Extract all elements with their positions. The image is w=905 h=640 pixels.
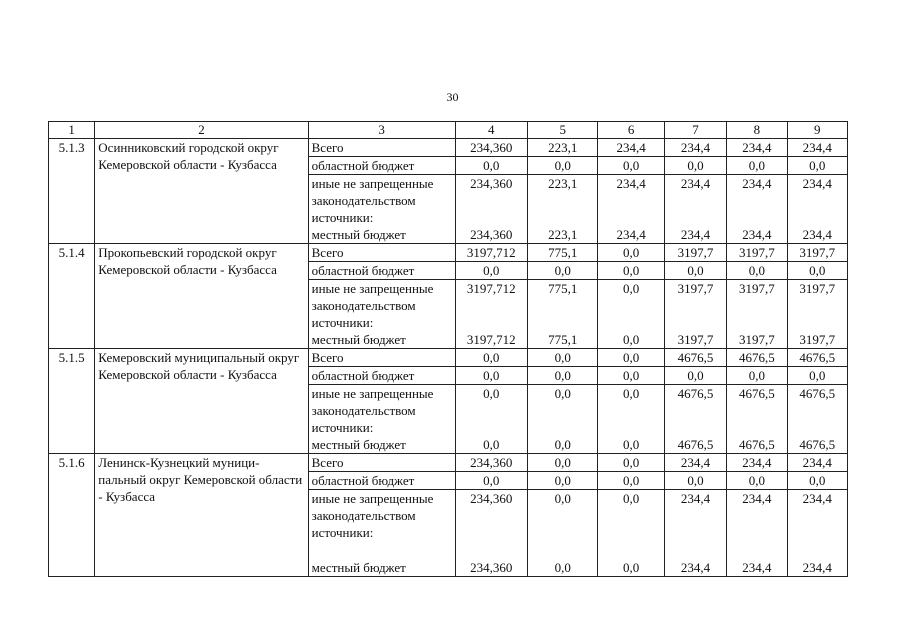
source-label: Всего (308, 139, 455, 157)
value-cell: 775,1 (527, 244, 597, 262)
value-cell-pair (787, 490, 847, 577)
value-cell-pair (787, 280, 847, 349)
value-bottom: 3197,7 (739, 332, 775, 347)
value-cell: 0,0 (527, 472, 597, 490)
value-cell: 223,1 (527, 139, 597, 157)
table-body (49, 139, 848, 577)
value-cell: 0,0 (598, 349, 664, 367)
value-cell-pair (527, 175, 597, 244)
sub-label: местный бюджет (311, 332, 406, 347)
value-cell: 0,0 (455, 262, 527, 280)
page-number: 30 (446, 90, 459, 104)
label-line: источники: (311, 210, 374, 225)
value-bottom: 4676,5 (739, 437, 775, 452)
label-line: источники: (311, 315, 374, 330)
source-label: Всего (308, 349, 455, 367)
value-stack (668, 175, 723, 243)
value-top: 0,0 (554, 491, 571, 506)
value-top: 3197,7 (799, 281, 836, 296)
value-cell-pair (527, 280, 597, 349)
value-bottom: 0,0 (554, 437, 571, 452)
sub-label: местный бюджет (311, 560, 406, 575)
value-stack (791, 490, 844, 576)
value-stack (668, 490, 723, 576)
value-bottom: 234,4 (680, 560, 711, 575)
value-cell-pair (727, 385, 787, 454)
label-line: иные не запрещенные (311, 176, 434, 191)
value-stack (791, 385, 844, 453)
value-stack (459, 280, 524, 348)
sub-label: местный бюджет (311, 227, 406, 242)
value-cell: 0,0 (598, 454, 664, 472)
source-label: областной бюджет (308, 262, 455, 280)
value-cell: 234,4 (664, 454, 726, 472)
value-bottom: 0,0 (622, 437, 640, 452)
row-code: 5.1.5 (49, 349, 95, 454)
municipality-name: Ленинск-Кузнецкий муници-пальный округ Кемеровской области - Кузбасса (95, 454, 308, 577)
value-bottom: 0,0 (622, 332, 640, 347)
value-cell: 0,0 (455, 157, 527, 175)
value-stack (668, 280, 723, 348)
value-stack (601, 280, 660, 348)
value-cell-pair (787, 175, 847, 244)
header-cell: 1 (49, 122, 95, 139)
value-bottom: 3197,7 (677, 332, 714, 347)
value-cell: 0,0 (664, 157, 726, 175)
table-row (49, 139, 848, 157)
value-cell-pair (527, 385, 597, 454)
value-bottom: 3197,7 (799, 332, 836, 347)
value-cell: 234,4 (787, 454, 847, 472)
value-cell: 0,0 (598, 262, 664, 280)
value-top: 4676,5 (677, 386, 714, 401)
value-cell: 3197,7 (664, 244, 726, 262)
header-cell: 6 (598, 122, 664, 139)
value-cell: 0,0 (598, 157, 664, 175)
value-bottom: 234,360 (470, 560, 513, 575)
source-label-multiline (308, 175, 455, 244)
header-cell: 5 (527, 122, 597, 139)
source-label-multiline (308, 490, 455, 577)
value-top: 223,1 (548, 176, 578, 191)
label-line: иные не запрещенные (311, 281, 434, 296)
label-lines (312, 280, 452, 331)
source-label: областной бюджет (308, 367, 455, 385)
value-cell: 0,0 (787, 367, 847, 385)
value-cell: 234,4 (598, 139, 664, 157)
value-bottom: 0,0 (622, 560, 640, 575)
table-row (49, 454, 848, 472)
value-cell: 0,0 (787, 262, 847, 280)
value-cell-pair (787, 385, 847, 454)
value-cell-pair (598, 385, 664, 454)
budget-table (48, 121, 848, 577)
value-cell: 0,0 (727, 367, 787, 385)
value-cell: 234,360 (455, 139, 527, 157)
value-cell-pair (598, 490, 664, 577)
value-bottom: 0,0 (554, 560, 571, 575)
source-label-multiline (308, 280, 455, 349)
value-cell-pair (455, 175, 527, 244)
value-bottom: 234,4 (802, 560, 832, 575)
value-cell: 234,4 (727, 454, 787, 472)
value-cell: 0,0 (455, 349, 527, 367)
value-stack (601, 385, 660, 453)
value-cell: 0,0 (455, 367, 527, 385)
value-top: 0,0 (554, 386, 571, 401)
header-row (49, 122, 848, 139)
value-cell: 0,0 (727, 472, 787, 490)
header-cell: 7 (664, 122, 726, 139)
value-cell-pair (455, 280, 527, 349)
label-line: законодательством (311, 193, 416, 208)
value-cell: 0,0 (598, 472, 664, 490)
value-cell: 3197,7 (727, 244, 787, 262)
value-bottom: 234,4 (680, 227, 711, 242)
value-stack (459, 175, 524, 243)
value-cell: 234,4 (727, 139, 787, 157)
label-lines (312, 175, 452, 226)
row-code: 5.1.4 (49, 244, 95, 349)
label-stack (312, 490, 452, 576)
value-stack (531, 175, 594, 243)
value-top: 234,4 (802, 176, 832, 191)
label-lines (312, 385, 452, 436)
value-top: 775,1 (548, 281, 578, 296)
value-bottom: 4676,5 (799, 437, 836, 452)
value-top: 3197,7 (677, 281, 714, 296)
value-bottom: 234,4 (742, 560, 772, 575)
value-cell: 0,0 (787, 472, 847, 490)
value-top: 0,0 (622, 491, 640, 506)
value-stack (791, 175, 844, 243)
label-stack (312, 385, 452, 453)
source-label: Всего (308, 244, 455, 262)
value-cell-pair (455, 385, 527, 454)
label-stack (312, 280, 452, 348)
value-cell: 0,0 (727, 262, 787, 280)
header-cell: 3 (308, 122, 455, 139)
source-label-multiline (308, 385, 455, 454)
value-bottom: 3197,712 (466, 332, 516, 347)
label-line: законодательством (311, 403, 416, 418)
value-top: 4676,5 (739, 386, 775, 401)
value-cell: 0,0 (527, 454, 597, 472)
label-line: законодательством (311, 508, 416, 523)
value-bottom: 234,360 (470, 227, 513, 242)
value-cell-pair (727, 175, 787, 244)
value-top: 234,4 (802, 491, 832, 506)
value-cell: 0,0 (664, 367, 726, 385)
value-cell: 4676,5 (787, 349, 847, 367)
value-cell: 4676,5 (727, 349, 787, 367)
value-top: 0,0 (483, 386, 500, 401)
value-stack (791, 280, 844, 348)
table-row (49, 349, 848, 367)
value-top: 4676,5 (799, 386, 836, 401)
header-cell: 2 (95, 122, 308, 139)
value-bottom: 0,0 (483, 437, 500, 452)
value-top: 234,4 (742, 176, 772, 191)
value-bottom: 234,4 (616, 227, 646, 242)
value-cell: 0,0 (598, 244, 664, 262)
value-cell: 234,360 (455, 454, 527, 472)
value-stack (730, 175, 783, 243)
value-stack (730, 385, 783, 453)
value-cell: 0,0 (727, 157, 787, 175)
value-bottom: 4676,5 (677, 437, 714, 452)
label-stack (312, 175, 452, 243)
value-top: 234,4 (742, 491, 772, 506)
value-top: 234,4 (616, 176, 646, 191)
value-top: 234,4 (680, 176, 711, 191)
value-cell-pair (664, 280, 726, 349)
value-top: 234,360 (470, 176, 513, 191)
value-cell: 3197,712 (455, 244, 527, 262)
value-cell-pair (598, 280, 664, 349)
value-cell-pair (455, 490, 527, 577)
municipality-name: Кемеровский муниципальный округ Кемеровской области - Кузбасса (95, 349, 308, 454)
value-stack (531, 490, 594, 576)
value-stack (601, 175, 660, 243)
sub-label: местный бюджет (311, 437, 406, 452)
municipality-name: Осинниковский городской округ Кемеровской области - Кузбасса (95, 139, 308, 244)
value-top: 0,0 (622, 386, 640, 401)
label-lines (312, 490, 452, 541)
value-top: 234,360 (470, 491, 513, 506)
value-stack (531, 280, 594, 348)
header-cell: 9 (787, 122, 847, 139)
value-stack (531, 385, 594, 453)
value-cell: 0,0 (527, 367, 597, 385)
value-cell: 0,0 (664, 472, 726, 490)
value-cell-pair (727, 280, 787, 349)
value-top: 3197,7 (739, 281, 775, 296)
value-cell-pair (527, 490, 597, 577)
value-cell: 234,4 (787, 139, 847, 157)
value-stack (459, 385, 524, 453)
value-cell-pair (598, 175, 664, 244)
value-bottom: 234,4 (802, 227, 832, 242)
value-cell-pair (664, 175, 726, 244)
header-cell: 4 (455, 122, 527, 139)
value-cell: 234,4 (664, 139, 726, 157)
municipality-name: Прокопьевский городской округ Кемеровской области - Кузбасса (95, 244, 308, 349)
value-stack (730, 280, 783, 348)
value-cell: 0,0 (527, 262, 597, 280)
value-cell: 3197,7 (787, 244, 847, 262)
row-code: 5.1.3 (49, 139, 95, 244)
value-stack (459, 490, 524, 576)
value-stack (668, 385, 723, 453)
label-line: иные не запрещенные (311, 386, 434, 401)
value-bottom: 223,1 (548, 227, 578, 242)
value-cell: 0,0 (455, 472, 527, 490)
label-line: законодательством (311, 298, 416, 313)
value-stack (730, 490, 783, 576)
label-line: источники: (311, 420, 374, 435)
source-label: областной бюджет (308, 472, 455, 490)
table-row (49, 244, 848, 262)
value-cell-pair (664, 385, 726, 454)
row-code: 5.1.6 (49, 454, 95, 577)
value-stack (601, 490, 660, 576)
value-cell: 0,0 (787, 157, 847, 175)
value-top: 3197,712 (466, 281, 516, 296)
source-label: областной бюджет (308, 157, 455, 175)
value-cell: 0,0 (527, 349, 597, 367)
value-cell: 4676,5 (664, 349, 726, 367)
value-cell-pair (727, 490, 787, 577)
value-cell: 0,0 (527, 157, 597, 175)
value-cell-pair (664, 490, 726, 577)
header-cell: 8 (727, 122, 787, 139)
value-cell: 0,0 (598, 367, 664, 385)
value-bottom: 775,1 (548, 332, 578, 347)
value-cell: 0,0 (664, 262, 726, 280)
label-line: источники: (311, 525, 374, 540)
value-bottom: 234,4 (742, 227, 772, 242)
source-label: Всего (308, 454, 455, 472)
value-top: 234,4 (680, 491, 711, 506)
label-line: иные не запрещенные (311, 491, 434, 506)
value-top: 0,0 (622, 281, 640, 296)
